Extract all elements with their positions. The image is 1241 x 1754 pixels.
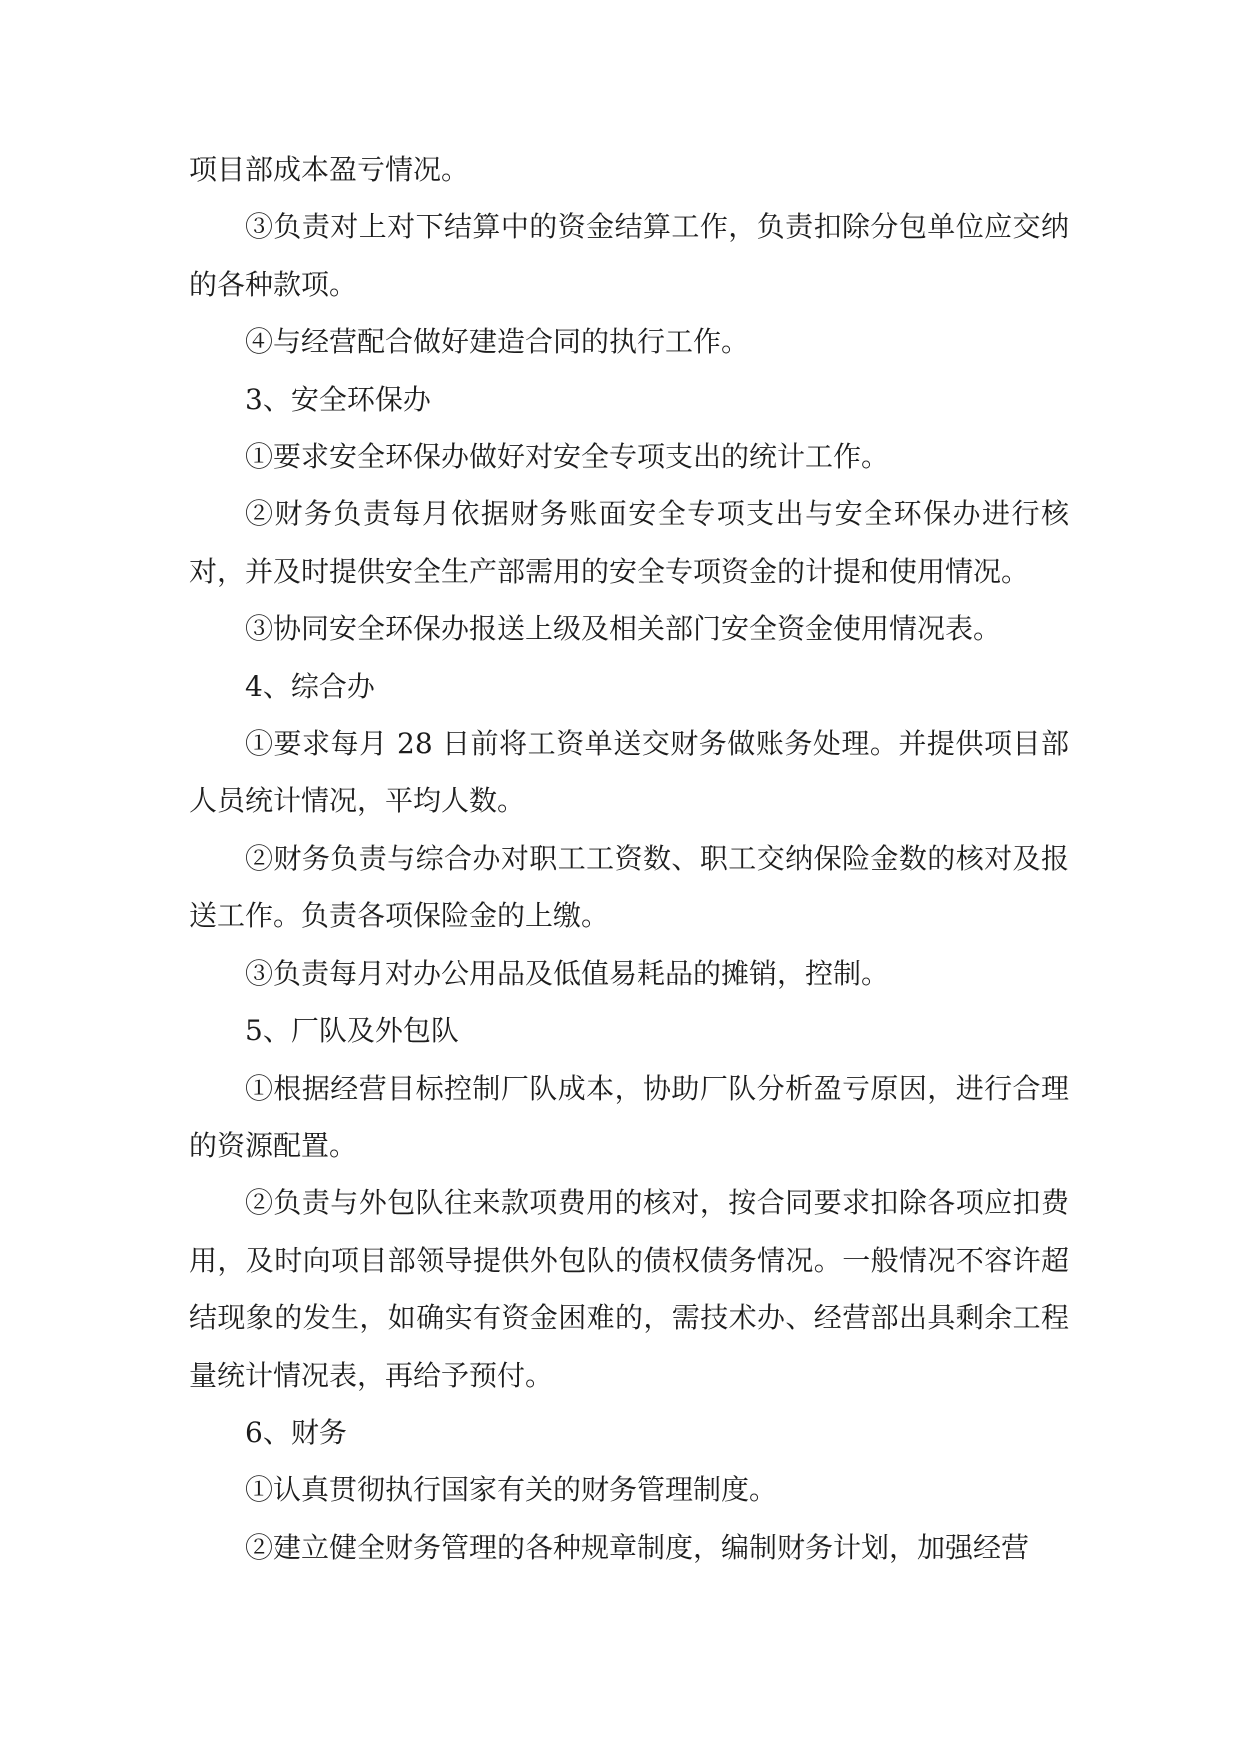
paragraph: ①根据经营目标控制厂队成本，协助厂队分析盈亏原因，进行合理的资源配置。 xyxy=(189,1071,1069,1162)
paragraph: ③负责每月对办公用品及低值易耗品的摊销，控制。 xyxy=(245,956,890,990)
paragraph: ①认真贯彻执行国家有关的财务管理制度。 xyxy=(245,1473,778,1507)
section-heading: 6、财务 xyxy=(245,1415,347,1449)
section-heading: 4、综合办 xyxy=(245,669,375,703)
paragraph: ③负责对上对下结算中的资金结算工作，负责扣除分包单位应交纳的各种款项。 xyxy=(189,210,1069,301)
paragraph: ②财务负责与综合办对职工工资数、职工交纳保险金数的核对及报送工作。负责各项保险金的上缴。 xyxy=(189,841,1069,933)
paragraph: ①要求每月 28 日前将工资单送交财务做账务处理。并提供项目部人员统计情况，平均人数。 xyxy=(189,727,1069,818)
paragraph: 项目部成本盈亏情况。 xyxy=(189,153,470,186)
paragraph: ①要求安全环保办做好对安全专项支出的统计工作。 xyxy=(245,440,890,474)
paragraph: ③协同安全环保办报送上级及相关部门安全资金使用情况表。 xyxy=(245,612,1002,646)
paragraph: ④与经营配合做好建造合同的执行工作。 xyxy=(245,325,750,359)
paragraph: ②财务负责每月依据财务账面安全专项支出与安全环保办进行核对，并及时提供安全生产部需用的安全专项资金的计提和使用情况。 xyxy=(189,497,1069,588)
document-body xyxy=(189,141,1069,1576)
section-heading: 3、安全环保办 xyxy=(245,382,431,416)
paragraph: ②负责与外包队往来款项费用的核对，按合同要求扣除各项应扣费用，及时向项目部领导提供外包队的债权债务情况。一般情况不容许超结现象的发生，如确实有资金困难的，需技术办、经营部出具剩余工程量统计情况表，再给予预付。 xyxy=(189,1186,1069,1392)
paragraph: ②建立健全财务管理的各种规章制度，编制财务计划，加强经营 xyxy=(245,1530,1030,1564)
section-heading: 5、厂队及外包队 xyxy=(245,1014,459,1048)
